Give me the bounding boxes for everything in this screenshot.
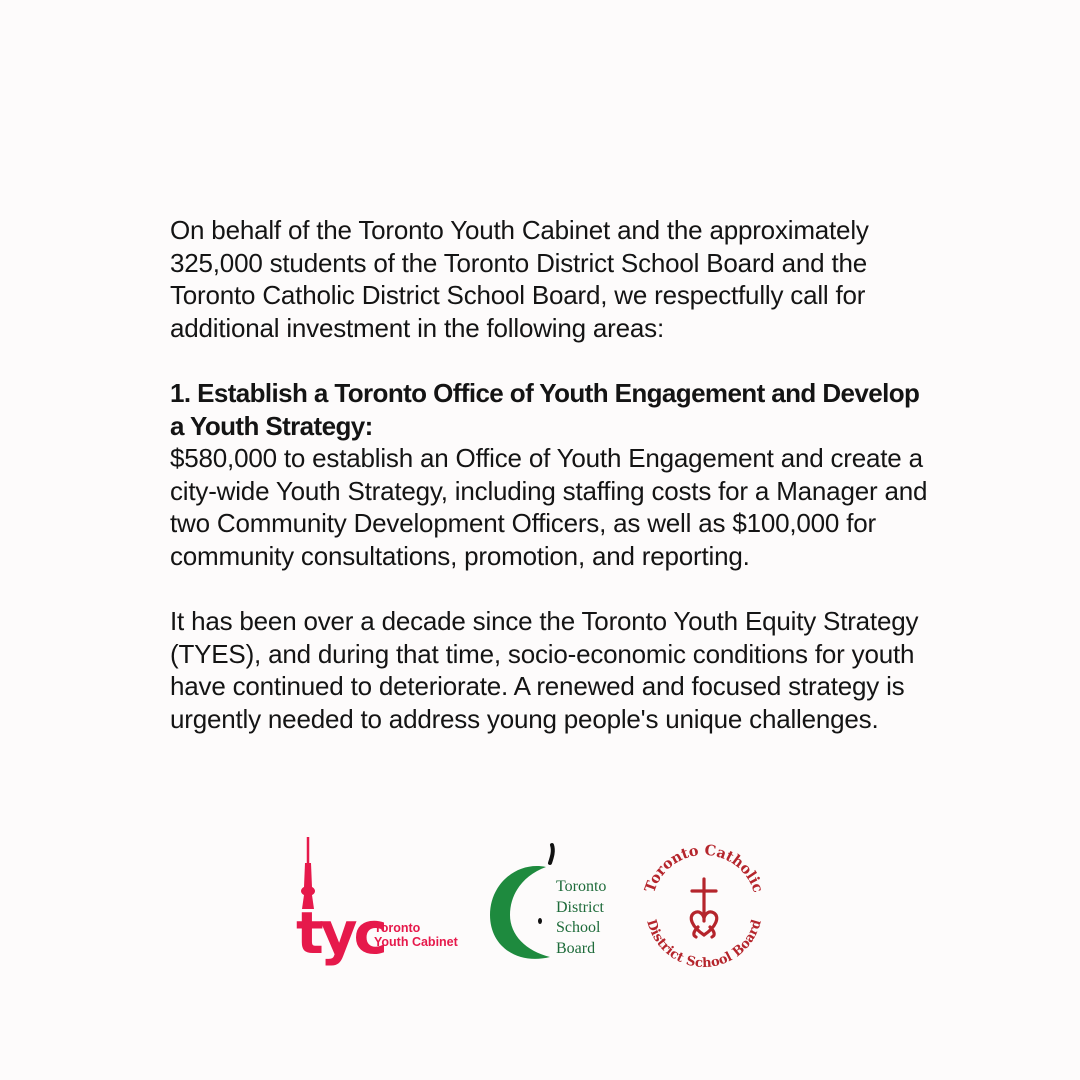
tcdsb-bottom-arc: District School Board (643, 917, 765, 972)
tdsb-line-2: District (556, 898, 604, 916)
tdsb-line-1: Toronto (556, 878, 607, 895)
partner-logos (0, 835, 1080, 985)
tcdsb-top-arc: Toronto Catholic (641, 841, 767, 895)
cn-tower-icon (292, 835, 472, 970)
tdsb-line-4: Board (556, 939, 596, 957)
tyc-line-2: Youth Cabinet (374, 935, 458, 949)
context-paragraph: It has been over a decade since the Toronto Youth Equity Strategy (TYES), and during that time, socio-economic conditions for youth have continued to deteriorate. A renewed and focused strategy is urgently needed to address young people's unique challenges. (170, 606, 919, 734)
cross-heart-icon (691, 879, 717, 937)
tdsb-logo (488, 835, 628, 970)
tdsb-line-3: School (556, 919, 601, 936)
section-1-heading: 1. Establish a Toronto Office of Youth Engagement and Develop a Youth Strategy: (170, 377, 920, 441)
tyc-mark: tyc (296, 899, 384, 967)
letter-body (170, 214, 930, 736)
tcdsb-seal (636, 835, 772, 975)
tcdsb-logo (636, 835, 772, 975)
intro-paragraph: On behalf of the Toronto Youth Cabinet and the approximately 325,000 students of the Toronto District School Board and the Toronto Catholic District School Board, we respectfully call for additional investment in the following areas: (170, 215, 869, 343)
section-1-body: $580,000 to establish an Office of Youth Engagement and create a city-wide Youth Strategy, including staffing costs for a Manager and two Community Development Officers, as well as $100,000 for community consultations, promotion, and reporting. (170, 443, 928, 571)
tyc-line-1: Toronto (374, 921, 421, 935)
tdsb-wordmark (556, 877, 606, 959)
tyc-logo (292, 835, 472, 970)
tyc-wordmark (374, 921, 458, 949)
